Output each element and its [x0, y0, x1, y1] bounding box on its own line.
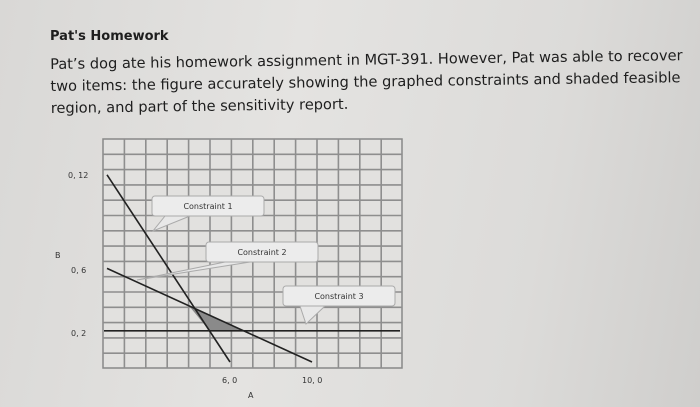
- y-axis-label: B: [55, 251, 61, 260]
- x-axis-label: A: [248, 391, 254, 400]
- page-title: Pat's Homework: [50, 29, 169, 44]
- problem-text: Pat’s dog ate his homework assignment in MGT-391. However, Pat was able to recover two items: the figure accurately showing the graphed constraints and shaded feasible region, and part of the sensitivity report.: [50, 47, 683, 117]
- x-tick-6: 6, 0: [222, 376, 238, 385]
- y-tick-2: 0, 2: [71, 329, 87, 338]
- y-tick-6: 0, 6: [71, 266, 87, 275]
- x-tick-10: 10, 0: [302, 376, 323, 385]
- callout-label-2: Constraint 2: [237, 248, 287, 257]
- callout-label-3: Constraint 3: [314, 292, 364, 301]
- callout-label-1: Constraint 1: [183, 202, 233, 211]
- y-tick-12: 0, 12: [68, 171, 89, 180]
